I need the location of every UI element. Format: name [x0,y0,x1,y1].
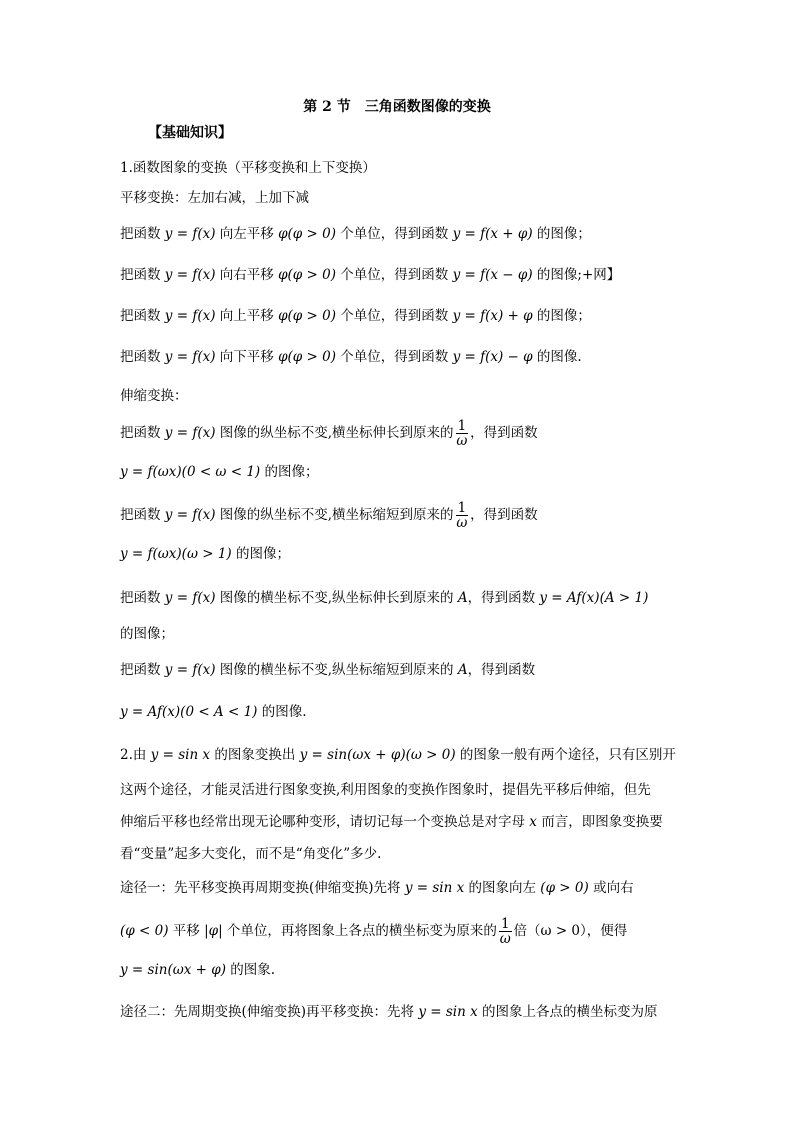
method-two-line-1 [120,1002,680,1022]
formula: y = f(x) [164,308,216,324]
formula: φ(φ > 0) [278,349,336,365]
text: 把函数 [120,308,165,324]
text: 图像的横坐标不变,纵坐标伸长到原来的 [215,590,458,606]
text: 向右平移 [215,267,279,283]
formula: y = f(x) [164,662,216,678]
text: 个单位，得到函数 [336,349,453,365]
text: 个单位，得到函数 [336,226,453,242]
formula: φ(φ > 0) [278,226,336,242]
method-one-line-1 [120,878,680,898]
text: 把函数 [120,267,165,283]
formula: y = Af(x)(0 < A < 1) [120,704,258,720]
scaling-stretch-y [120,588,680,608]
text: 的图像； [532,226,591,242]
text: ，得到函数 [467,662,536,678]
formula: y = sin x [418,1004,478,1020]
formula: φ(φ > 0) [278,267,336,283]
text: 把函数 [120,590,165,606]
scaling-heading: 伸缩变换： [120,388,188,404]
text: 的图像;+网】 [532,267,621,283]
text: ，得到函数 [470,507,538,523]
method-one-line-3 [120,960,680,980]
text: 向上平移 [215,308,279,324]
scaling-stretch-x-result [120,462,680,482]
formula: y = f(x) [164,267,216,283]
denominator: ω [456,514,468,531]
fraction [456,501,469,531]
formula: A [457,590,468,606]
item-2-line-2: 这两个途径，才能灵活进行图象变换,利用图象的变换作图象时，提倡先平移后伸缩，但先 [120,782,651,798]
formula: x [529,814,537,830]
text: 的图像； [532,308,591,324]
formula: y = f(x) [164,226,216,242]
scaling-shrink-y [120,660,680,680]
text: 途径二：先周期变换(伸缩变换)再平移变换：先将 [120,1004,419,1020]
translation-up [120,306,680,326]
numerator: 1 [457,417,467,434]
item-2-line-1 [120,745,680,765]
scaling-stretch-x [120,416,680,450]
formula: y = f(x) [164,590,216,606]
formula: y = sin x [150,747,211,763]
formula: y = f(x − φ) [452,267,533,283]
formula: y = f(x + φ) [452,226,533,242]
text: 向左平移 [215,226,279,242]
formula: y = f(ωx)(0 < ω < 1) [120,464,261,480]
formula: y = f(x) [164,349,216,365]
scaling-shrink-x [120,498,680,532]
formula: y = sin x [404,880,465,896]
formula: A [457,662,468,678]
formula: y = f(x) + φ [452,308,533,324]
text: 而言，即图象变换要 [536,814,663,830]
text: ，得到函数 [470,425,538,441]
text: 的图象一般有两个途径，只有区别开 [455,747,676,763]
numerator: 1 [500,915,510,932]
text: 个单位，得到函数 [336,308,453,324]
formula: φ(φ > 0) [278,308,336,324]
text: 把函数 [120,507,165,523]
text: ，得到函数 [467,590,540,606]
text: 的图像. [257,704,307,720]
text: 图像的纵坐标不变,横坐标伸长到原来的 [215,425,454,441]
scaling-shrink-x-result [120,544,680,564]
formula: y = f(x) − φ [452,349,533,365]
formula: y = f(ωx)(ω > 1) [120,546,232,562]
text: 的图像； [260,464,319,480]
formula: y = Af(x)(A > 1) [539,590,649,606]
text: 个单位，再将图象上各点的横坐标变为原来的 [222,923,497,939]
fraction [499,917,512,947]
translation-rule: 平移变换：左加右减，上加下减 [120,190,309,206]
text: 的图象上各点的横坐标变为原 [477,1004,658,1020]
text: 的图象变换出 [210,747,300,763]
text: 倍（ω > 0），便得 [513,923,628,939]
text: 把函数 [120,425,165,441]
text: 伸缩后平移也经常出现无论哪种变形，请切记每一个变换总是对字母 [120,814,530,830]
item-1-heading: 1.函数图象的变换（平移变换和上下变换） [120,160,376,176]
scaling-shrink-y-result [120,702,680,722]
text: 把函数 [120,349,165,365]
fraction [456,419,469,449]
formula: (φ < 0) [120,923,169,939]
method-one-line-2 [120,914,680,948]
formula: y = f(x) [164,507,216,523]
text: 把函数 [120,662,165,678]
denominator: ω [499,930,511,947]
denominator: ω [456,432,468,449]
scaling-stretch-y-tail: 的图像； [120,626,174,642]
formula: y = sin(ωx + φ) [120,962,226,978]
section-title: 第 2 节 三角函数图像的变换 [303,99,491,115]
text: 或向右 [588,880,634,896]
text: 图像的横坐标不变,纵坐标缩短到原来的 [215,662,458,678]
text: 把函数 [120,226,165,242]
text: 途径一：先平移变换再周期变换(伸缩变换)先将 [120,880,405,896]
numerator: 1 [457,499,467,516]
translation-left [120,224,680,244]
formula: y = f(x) [164,425,216,441]
text: 2.由 [120,747,151,763]
item-2-line-4: 看“变量”起多大变化，而不是“角变化”多少. [120,846,382,862]
formula: |φ| [204,923,223,939]
text: 个单位，得到函数 [336,267,453,283]
translation-down [120,347,680,367]
text: 图像的纵坐标不变,横坐标缩短到原来的 [215,507,454,523]
text: 平移 [168,923,205,939]
formula: y = sin(ωx + φ)(ω > 0) [299,747,456,763]
text: 的图像. [532,349,582,365]
section-heading: 【基础知识】 [148,125,232,141]
text: 的图像； [231,546,290,562]
text: 的图象向左 [464,880,541,896]
text: 向下平移 [215,349,279,365]
translation-right [120,265,680,285]
item-2-line-3 [120,812,680,832]
text: 的图象. [225,962,276,978]
formula: (φ > 0) [540,880,589,896]
